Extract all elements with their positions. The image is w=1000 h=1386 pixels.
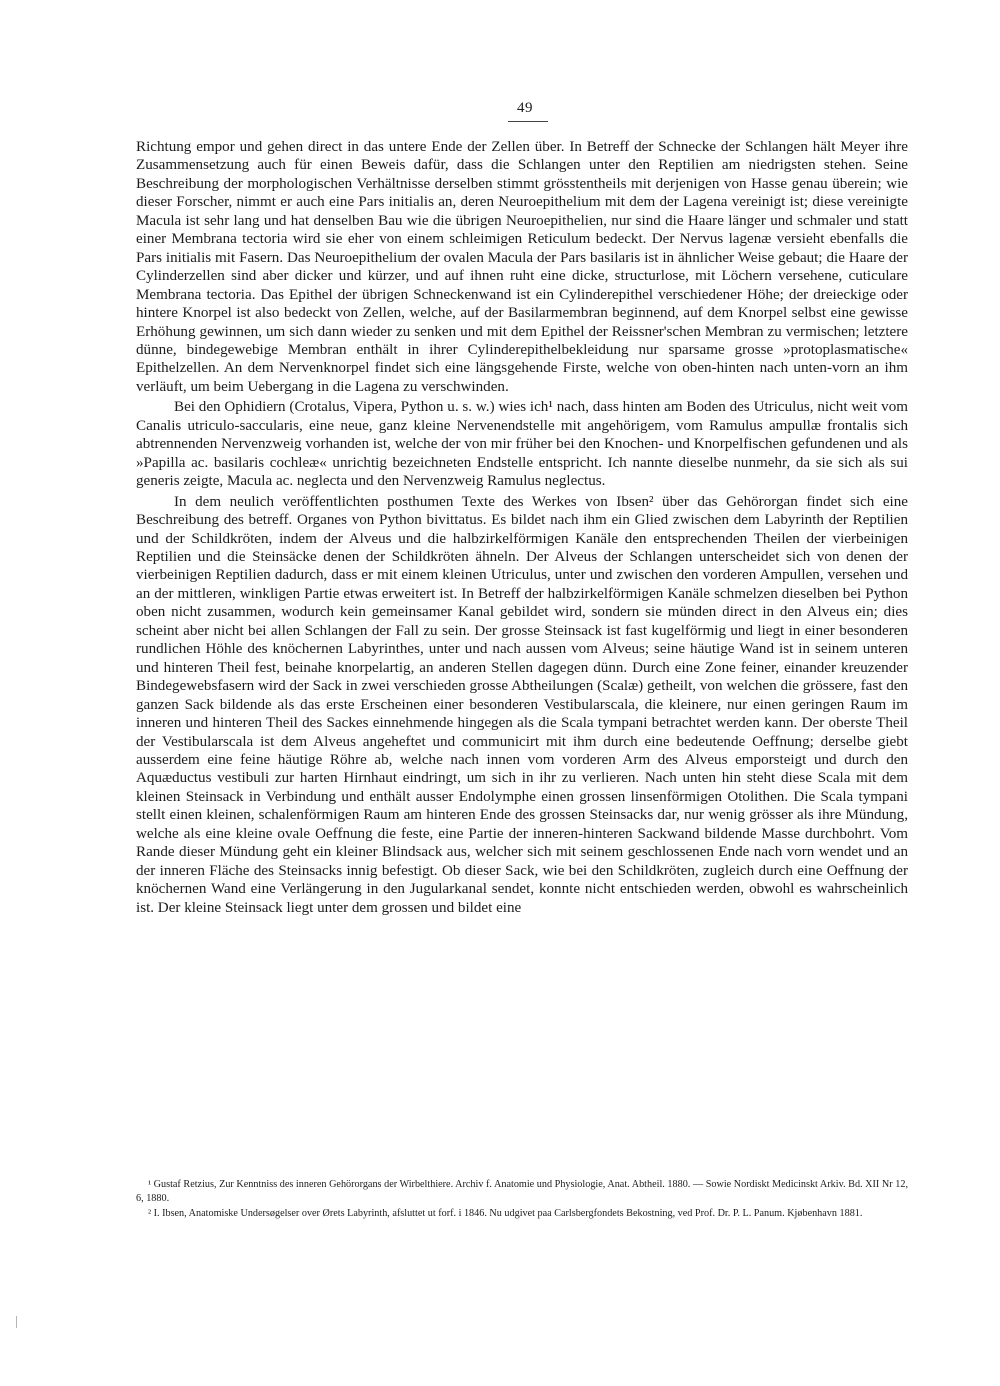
paragraph-2: Bei den Ophidiern (Crotalus, Vipera, Python u. s. w.) wies ich¹ nach, dass hinten am Boden des Utriculus, nicht weit vom Canalis utriculo-saccularis, eine neue, ganz kleine Nervenendstelle mit angehörigem, vom Ramulus ampullæ frontalis sich abtrennenden Nervenzweig vorhanden ist, welche der von mir früher bei den Knochen- und Knorpelfischen gefundenen und als »Papilla ac. basilaris cochleæ« unrichtig bezeichneten Endstelle entspricht. Ich nannte dieselbe nunmehr, da sie sich als sui generis zeigte, Macula ac. neglecta und den Nervenzweig Ramulus neglectus. <box>136 399 908 490</box>
page-number-rule <box>508 121 548 122</box>
paragraph-1: Richtung empor und gehen direct in das untere Ende der Zellen über. In Betreff der Schnecke der Schlangen hält Meyer ihre Zusammensetzung auch für einen Beweis dafür, dass die Schlangen unter den Reptilien am niedrigsten stehen. Seine Beschreibung der morphologischen Verhältnisse derselben stimmt grösstentheils mit derjenigen von Hasse genau überein; wie dieser Forscher, nimmt er auch eine Pars initialis an, deren Neuroepithelium mit dem der Lagena vereinigt ist; diese vereinigte Macula ist sehr lang und hat denselben Bau wie die übrigen Neuroepithelien, nur sind die Haare länger und schmaler und statt einer Membrana tectoria wird sie eher von einem schleimigen Reticulum bedeckt. Der Nervus lagenæ versieht ebenfalls die Pars initialis mit Fasern. Das Neuroepithelium der ovalen Macula der Pars basilaris ist in ähnlicher Weise gebaut; die Haare der Cylinderzellen sind aber dicker und kürzer, und auf ihnen ruht eine dicke, structurlose, mit Löchern versehene, cuticulare Membrana tectoria. Das Epithel der übrigen Schneckenwand ist ein Cylinderepithel verschiedener Höhe; der dreieckige oder hintere Knorpel ist also bedeckt von Zellen, welche, auf der Basilarmembran beginnend, auf dem Knorpel selbst eine gewisse Erhöhung gewinnen, um sich dann wieder zu senken und mit dem Epithel der Reissner'schen Membran zu vermischen; letztere dünne, bindegewebige Membran enthält in ihrer Cylinderepithelbekleidung nur sparsame grosse »protoplasmatische« Epithelzellen. An dem Nervenknorpel findet sich eine längsgehende Firste, welche von oben-hinten nach unten-vorn an ihm verläuft, um beim Uebergang in die Lagena zu verschwinden. <box>136 139 908 395</box>
body-text <box>136 138 908 917</box>
footnote-1: ¹ Gustaf Retzius, Zur Kenntniss des inneren Gehörorgans der Wirbelthiere. Archiv f. Anatomie und Physiologie, Anat. Abtheil. 1880. — Sowie Nordiskt Medicinskt Arkiv. Bd. XII Nr 12, 6, 1880. <box>136 1179 908 1204</box>
page-number: 49 <box>517 100 533 116</box>
footnote-2: ² I. Ibsen, Anatomiske Undersøgelser over Ørets Labyrinth, afsluttet ut forf. i 1846. Nu udgivet paa Carlsbergfondets Bekostning, ved Prof. Dr. P. L. Panum. Kjøbenhavn 1881. <box>148 1208 863 1219</box>
paragraph-3: In dem neulich veröffentlichten posthumen Texte des Werkes von Ibsen² über das Gehörorgan findet sich eine Beschreibung des betreff. Organes von Python bivittatus. Es bildet nach ihm ein Glied zwischen dem Labyrinth der Reptilien und der Schildkröten, indem der Alveus und die halbzirkelförmigen Kanäle den entsprechenden Theilen der vierbeinigen Reptilien und die Steinsäcke denen der Schildkröten ähneln. Der Alveus der Schlangen unterscheidet sich von denen der vierbeinigen Reptilien dadurch, dass er mit einem kleinen Utriculus, unter und zwischen den vorderen Ampullen, versehen und an der mittleren, winkligen Partie etwas erweitert ist. In Betreff der halbzirkelförmigen Kanäle schmelzen dieselben bei Python oben nicht zusammen, wodurch kein gemeinsamer Kanal gebildet wird, sondern sie münden direct in den Alveus ein; dies scheint aber nicht bei allen Schlangen der Fall zu sein. Der grosse Steinsack ist fast kugelförmig und liegt in einer besonderen rundlichen Höhle des knöchernen Labyrinthes, unter und nach aussen vom Alveus; seine häutige Wand ist in seinem unteren und hinteren Theil fest, beinahe knorpelartig, an anderen Stellen dagegen dünn. Durch eine Zone feiner, einander kreuzender Bindegewebsfasern wird der Sack in zwei verschieden grosse Abtheilungen (Scalæ) getheilt, von welchen die grössere, fast den ganzen Sack bildende als das erste Erscheinen einer besonderen Vestibularscala, die kleinere, nur einen geringen Raum im inneren und hinteren Theil des Sackes einnehmende hingegen als die Scala tympani betrachtet werden kann. Der oberste Theil der Vestibularscala ist dem Alveus angeheftet und communicirt mit ihm durch eine bedeutende Oeffnung; derselbe giebt ausserdem eine feine häutige Röhre ab, welche nach innen vom vorderen Arm des Alveus emporsteigt und durch den Aquæductus vestibuli zur harten Hirnhaut eindringt, um sich in ihr zu verlieren. Nach unten hin steht diese Scala mit dem kleinen Steinsack in Verbindung und enthält ausser Endolymphe einen grossen linsenförmigen Otolithen. Die Scala tympani stellt einen kleinen, schalenförmigen Raum am hinteren Ende des grossen Steinsacks dar, nur wenig grösser als ihre Mündung, welche als eine kleine ovale Oeffnung die feste, eine Partie der inneren-hinteren Sackwand bildende Masse durchbohrt. Vom Rande dieser Mündung geht ein kleiner Blindsack aus, welcher sich mit seinem geschlossenen Ende nach vorn wendet und an der inneren Fläche des Steinsacks innig befestigt. Ob dieser Sack, wie bei den Schildkröten, zugleich durch eine Oeffnung der knöchernen Wand eine Verlängerung in den Jugularkanal sendet, konnte nicht entschieden werden, obwohl es wahrscheinlich ist. Der kleine Steinsack liegt unter dem grossen und bildet eine <box>136 493 908 916</box>
footnotes <box>136 1178 908 1221</box>
margin-mark <box>16 1316 17 1328</box>
